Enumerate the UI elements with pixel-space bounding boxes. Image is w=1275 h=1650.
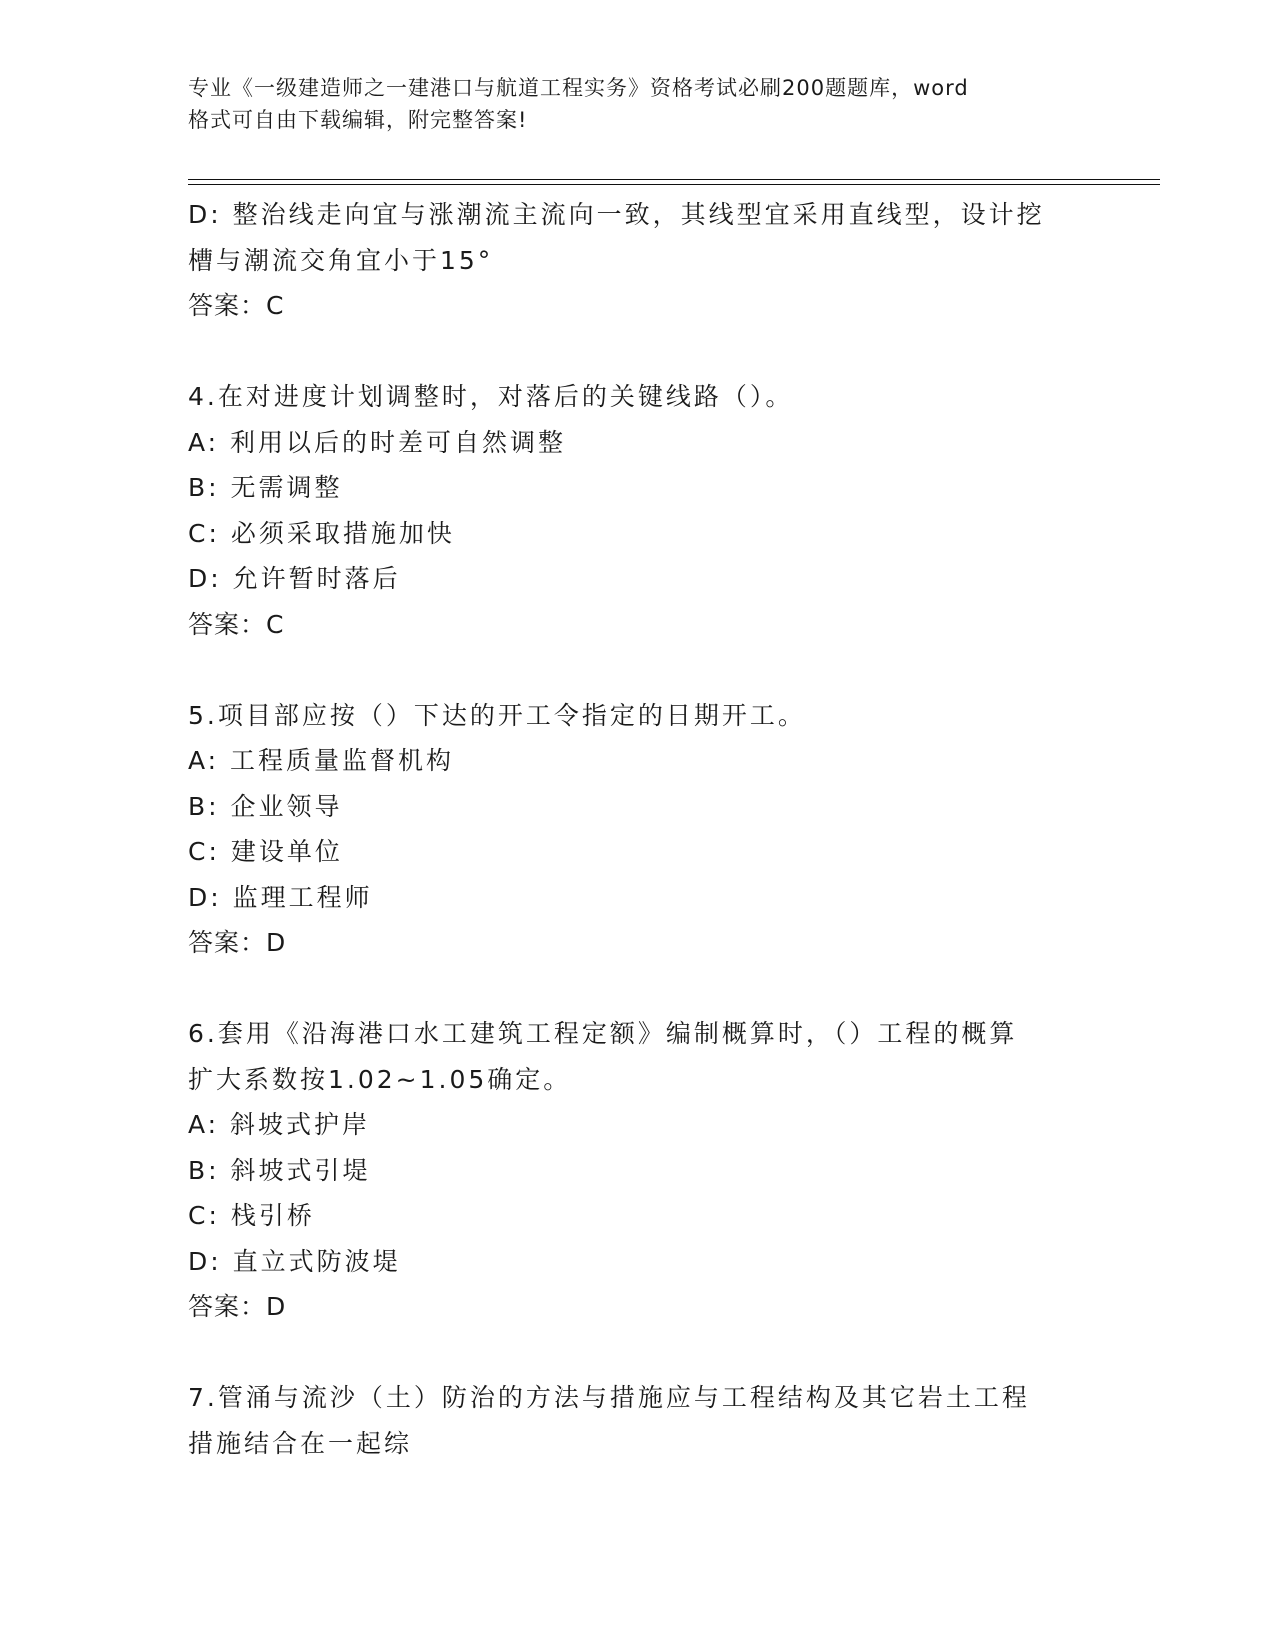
option-a: A: 斜坡式护岸 bbox=[188, 1110, 371, 1139]
option-c: C: 建设单位 bbox=[188, 837, 343, 866]
question-stem: 4.在对进度计划调整时，对落后的关键线路（）。 bbox=[188, 382, 794, 411]
option-c: C: 必须采取措施加快 bbox=[188, 518, 455, 548]
option-c: C: 栈引桥 bbox=[188, 1201, 315, 1230]
spacer bbox=[188, 647, 1148, 693]
question-stem-line-1: 7.管涌与流沙（土）防治的方法与措施应与工程结构及其它岩土工程 bbox=[188, 1383, 1030, 1412]
question-stem: 5.项目部应按（）下达的开工令指定的日期开工。 bbox=[188, 700, 806, 730]
question-5 bbox=[188, 693, 1148, 966]
header-divider-bottom bbox=[188, 184, 1160, 185]
option-d-line-2: 槽与潮流交角宜小于15° bbox=[188, 245, 494, 275]
question-list bbox=[188, 192, 1148, 1466]
question-stem-line-1: 6.套用《沿海港口水工建筑工程定额》编制概算时，（）工程的概算 bbox=[188, 1019, 1018, 1048]
option-d: D: 直立式防波堤 bbox=[188, 1246, 401, 1276]
answer: 答案：C bbox=[188, 609, 285, 639]
spacer bbox=[188, 966, 1148, 1012]
header-line-1: 专业《一级建造师之一建港口与航道工程实务》资格考试必刷200题题库，word bbox=[188, 76, 969, 100]
document-header bbox=[188, 72, 1088, 136]
spacer bbox=[188, 1330, 1148, 1376]
question-6 bbox=[188, 1011, 1148, 1330]
option-b: B: 企业领导 bbox=[188, 791, 343, 821]
option-d-line-1: D: 整治线走向宜与涨潮流主流向一致，其线型宜采用直线型，设计挖 bbox=[188, 200, 1045, 229]
question-4 bbox=[188, 374, 1148, 647]
answer: 答案：C bbox=[188, 291, 285, 320]
answer: 答案：D bbox=[188, 1292, 287, 1321]
header-line-2: 格式可自由下载编辑，附完整答案! bbox=[188, 108, 528, 132]
question-stem-line-2: 措施结合在一起综 bbox=[188, 1428, 413, 1458]
spacer bbox=[188, 329, 1148, 375]
option-a: A: 利用以后的时差可自然调整 bbox=[188, 427, 567, 457]
question-3-tail bbox=[188, 192, 1148, 329]
option-d: D: 允许暂时落后 bbox=[188, 564, 401, 593]
question-7 bbox=[188, 1375, 1148, 1466]
header-divider-top bbox=[188, 179, 1160, 180]
question-stem-line-2: 扩大系数按1.02~1.05确定。 bbox=[188, 1064, 572, 1094]
answer: 答案：D bbox=[188, 928, 287, 957]
option-d: D: 监理工程师 bbox=[188, 882, 373, 912]
option-b: B: 斜坡式引堤 bbox=[188, 1155, 371, 1185]
option-b: B: 无需调整 bbox=[188, 473, 343, 502]
option-a: A: 工程质量监督机构 bbox=[188, 746, 455, 775]
